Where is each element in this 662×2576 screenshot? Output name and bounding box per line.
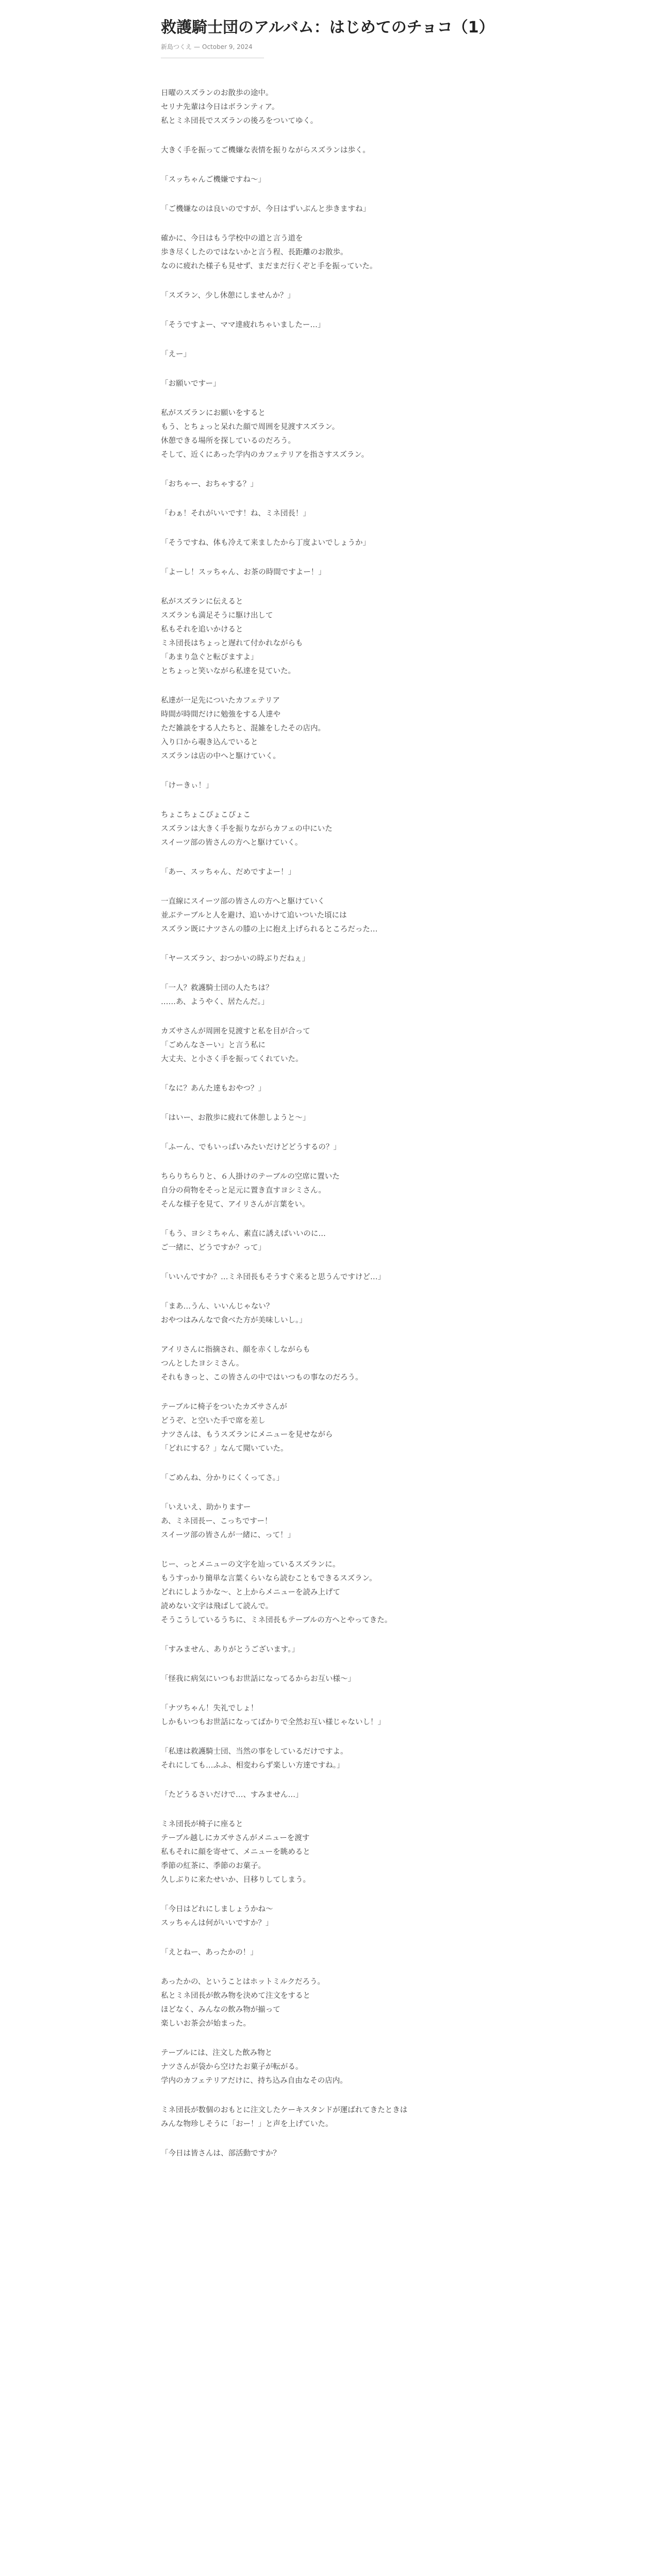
- paragraph: 日曜のスズランのお散歩の途中。 セリナ先輩は今日はボランティア。 私とミネ団長でスズランの後ろをついてゆく。: [161, 89, 318, 125]
- paragraph: 「はいー、お散歩に疲れて休憩しようと〜」: [161, 1114, 310, 1122]
- paragraph: ミネ団長が椅子に座ると テーブル越しにカズサさんがメニューを渡す 私もそれに顔を寄せて、メニューを眺めると 季節の紅茶に、季節のお菓子。 久しぶりに来たせいか、目移りしてしまう。: [161, 1820, 310, 1884]
- paragraph: 「ヤースズラン、おつかいの時ぶりだねぇ」: [161, 955, 309, 963]
- paragraph: 「もう、ヨシミちゃん、素直に誘えばいいのに… ご一緒に、どうですか？って」: [161, 1230, 326, 1252]
- paragraph: 私がスズランにお願いをすると もう、とちょっと呆れた顔で周囲を見渡すスズラン。 休憩できる場所を探しているのだろう。 そして、近くにあった学内のカフェテリアを指さすスズラン。: [161, 409, 369, 459]
- article-title: 救護騎士団のアルバム：はじめてのチョコ（1）: [161, 19, 494, 37]
- paragraph: アイリさんに指摘され、顔を赤くしながらも つんとしたヨシミさん。 それもきっと、この皆さんの中ではいつもの事なのだろう。: [161, 1346, 363, 1382]
- paragraph: 「なに？あんた達もおやつ？」: [161, 1084, 266, 1093]
- paragraph: ミネ団長が数個のおもとに注文したケーキスタンドが運ばれてきたときは みんな物珍しそうに「おー！」と声を上げていた。: [161, 2106, 408, 2128]
- paragraph: 「すみません、ありがとうございます。」: [161, 1646, 299, 1654]
- paragraph: 「けーきぃ！」: [161, 782, 213, 790]
- paragraph: 「いいんですか？…ミネ団長もそうすぐ来ると思うんですけど…」: [161, 1273, 385, 1281]
- paragraph: 「いえいえ、助かりますー あ、ミネ団長ー、こっちですー！ スイーツ部の皆さんが一緒に、って！」: [161, 1503, 295, 1539]
- paragraph: 「スズラン、少し休憩にしませんか？」: [161, 292, 295, 300]
- paragraph: 一直線にスイーツ部の皆さんの方へと駆けていく 並ぶテーブルと人を避け、追いかけて追いついた頃には スズラン既にナツさんの膝の上に抱え上げられるところだった…: [161, 897, 378, 934]
- paragraph: 「おちゃー、おちゃする？」: [161, 480, 258, 488]
- paragraph: 「たどうるさいだけで…、すみません…」: [161, 1791, 303, 1799]
- paragraph: テーブルに椅子をついたカズサさんが どうぞ、と空いた手で席を差し ナツさんは、もうスズランにメニューを見せながら 「どれにする？」なんて聞いていた。: [161, 1403, 333, 1453]
- paragraph: 大きく手を振ってご機嫌な表情を振りながらスズランは歩く。: [161, 146, 370, 155]
- paragraph: 確かに、今日はもう学校中の道と言う道を 歩き尽くしたのではないかと言う程、長距離のお散歩。 なのに疲れた様子も見せず、まだまだ行くぞと手を振っていた。: [161, 234, 377, 270]
- paragraph: 「あー、スッちゃん、だめですよー！」: [161, 868, 296, 876]
- paragraph: じー、っとメニューの文字を辿っているスズランに。 もうすっかり簡単な言葉くらいなら読むこともできるスズラン。 どれにしようかな〜、と上からメニューを読み上げて 読めない文字は飛ばして読んで。 そうこうしているうちに、ミネ団長もテーブルの方へとやってきた。: [161, 1561, 392, 1624]
- paragraph: 「えー」: [161, 350, 191, 359]
- paragraph: 「えとねー、あったかの！」: [161, 1948, 258, 1957]
- paragraph: 「わぁ！それがいいです！ね、ミネ団長！」: [161, 510, 310, 518]
- author-link[interactable]: 新島つくえ: [161, 43, 192, 50]
- paragraph: 「そうですよー、ママ達疲れちゃいましたー…」: [161, 321, 325, 329]
- article-body: [161, 87, 553, 2161]
- paragraph: 「一人？救護騎士団の人たちは？ ……あ、ようやく、居たんだ。」: [161, 984, 273, 1006]
- paragraph: 「まあ…うん、いいんじゃない？ おやつはみんなで食べた方が美味しいし。」: [161, 1302, 307, 1325]
- paragraph: カズサさんが周囲を見渡すと私を目が合って 「ごめんなさーい」と言う私に 大丈夫、と小さく手を振ってくれていた。: [161, 1027, 310, 1063]
- paragraph: 「ごめんね、分かりにくくってさ。」: [161, 1474, 284, 1482]
- paragraph: 「怪我に病気にいつもお世話になってるからお互い様〜」: [161, 1675, 355, 1683]
- paragraph: あったかの、ということはホットミルクだろう。 私とミネ団長が飲み物を決めて注文をすると ほどなく、みんなの飲み物が揃って 楽しいお茶会が始まった。: [161, 1978, 325, 2028]
- paragraph: 「今日は皆さんは、部活動ですか？: [161, 2149, 280, 2158]
- post-date: October 9, 2024: [202, 43, 253, 50]
- article: [161, 0, 553, 2161]
- paragraph: 私がスズランに伝えると スズランも満足そうに駆け出して 私もそれを追いかけると ミネ団長はちょっと遅れて付かれながらも 「あまり急ぐと転びますよ」 とちょっと笑いながら私達を見ていた。: [161, 598, 303, 675]
- paragraph: 「私達は救護騎士団、当然の事をしているだけですよ。 それにしても…ふふ、相変わらず楽しい方達ですね。」: [161, 1748, 348, 1770]
- paragraph: 「今日はどれにしましょうかね〜 スッちゃんは何がいいですか？」: [161, 1905, 273, 1927]
- article-meta: [161, 42, 553, 52]
- paragraph: 「ふーん、でもいっぱいみたいだけどどうするの？」: [161, 1143, 341, 1151]
- meta-separator: —: [194, 43, 201, 50]
- paragraph: 「お願いですー」: [161, 380, 221, 388]
- paragraph: 「ご機嫌なのは良いのですが、今日はずいぶんと歩きますね」: [161, 205, 370, 213]
- paragraph: 「スッちゃんご機嫌ですね〜」: [161, 176, 266, 184]
- paragraph: 「よーし！スッちゃん、お茶の時間ですよー！」: [161, 568, 326, 577]
- paragraph: 私達が一足先についたカフェテリア 時間が時間だけに勉強をする人達や ただ雑談をする人たちと、混雑をしたその店内。 入り口から覗き込んでいると スズランは店の中へと駆けていく。: [161, 697, 325, 760]
- paragraph: 「そうですね、体も冷えて来ましたから丁度よいでしょうか」: [161, 539, 370, 547]
- paragraph: 「ナツちゃん！失礼でしょ！ しかもいつもお世話になってばかりで全然お互い様じゃないし！」: [161, 1704, 385, 1726]
- paragraph: ちらりちらりと、６人掛けのテーブルの空席に置いた 自分の荷物をそっと足元に置き直すヨシミさん。 そんな様子を見て、アイリさんが言葉をい。: [161, 1173, 340, 1209]
- paragraph: テーブルには、注文した飲み物と ナツさんが袋から空けたお菓子が転がる。 学内のカフェテリアだけに、持ち込み自由なその店内。: [161, 2049, 347, 2085]
- paragraph: ちょこちょこぴょこぴょこ スズランは大きく手を振りながらカフェの中にいた スイーツ部の皆さんの方へと駆けていく。: [161, 811, 333, 847]
